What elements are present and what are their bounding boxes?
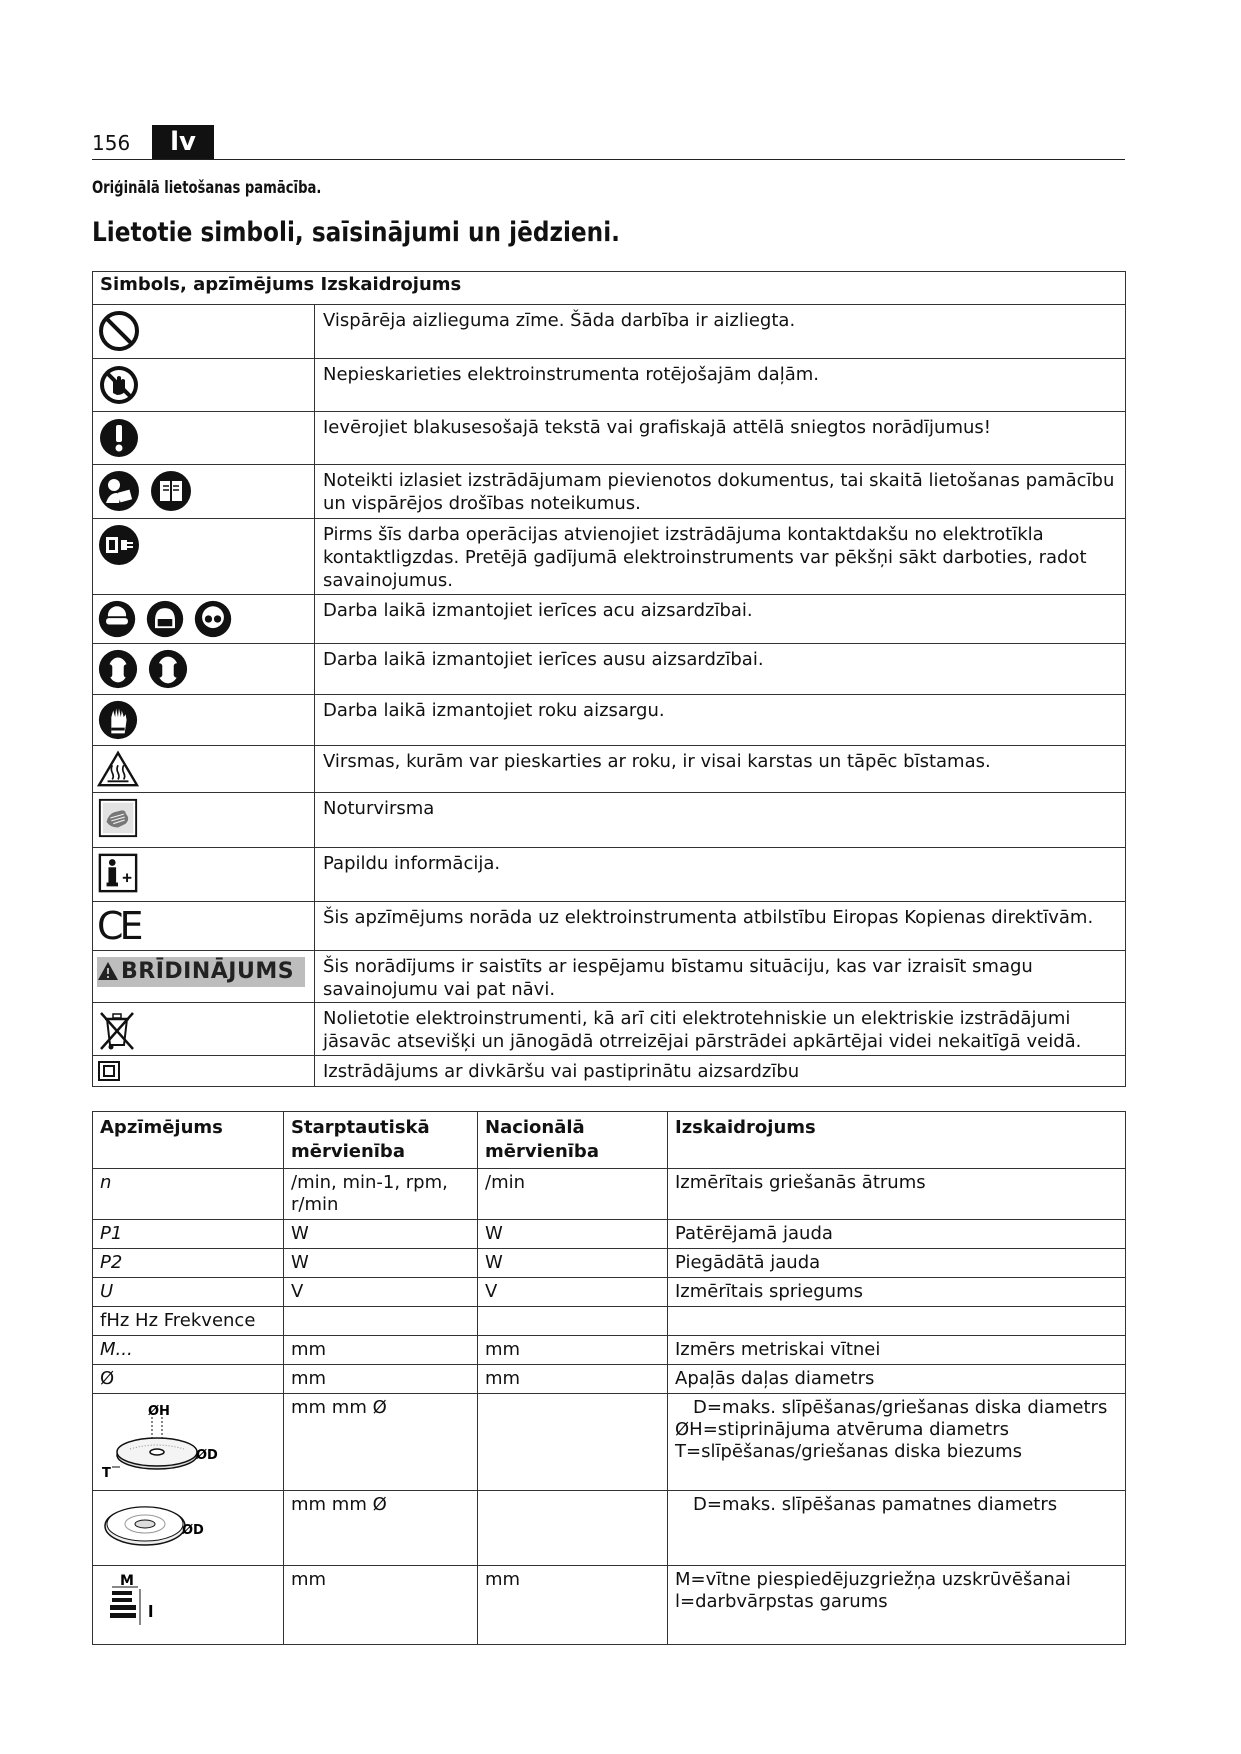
unit-national <box>478 1307 668 1336</box>
symbol-description: Izstrādājums ar divkāršu vai pastiprinātu aizsardzību <box>315 1056 1126 1087</box>
gloves-icon <box>97 699 139 741</box>
unit-symbol: P2 <box>93 1249 284 1278</box>
hot-surface-icon <box>97 750 139 788</box>
language-badge: lv <box>152 125 214 159</box>
units-table <box>92 1111 1126 1645</box>
table-row <box>93 519 1126 595</box>
table-row <box>93 1056 1126 1087</box>
symbols-table <box>92 271 1126 1087</box>
unit-symbol <box>93 1566 284 1645</box>
unit-national <box>478 1491 668 1566</box>
unit-description: Apaļās daļas diametrs <box>668 1365 1126 1394</box>
unit-symbol: M... <box>93 1336 284 1365</box>
unit-international: mm <box>284 1336 478 1365</box>
diagram-label-m: M <box>120 1573 134 1589</box>
symbol-description: Šis apzīmējums norāda uz elektroinstrumenta atbilstību Eiropas Kopienas direktīvām. <box>315 902 1126 951</box>
page-number: 156 <box>92 131 131 155</box>
symbol-description: Nepieskarieties elektroinstrumenta rotējošajām daļām. <box>315 359 1126 412</box>
unit-international: W <box>284 1249 478 1278</box>
table-row <box>93 902 1126 951</box>
column-header: Starptautiskā mērvienība <box>284 1112 478 1169</box>
unit-national: W <box>478 1249 668 1278</box>
unit-symbol: n <box>93 1169 284 1220</box>
table-row <box>93 1336 1126 1365</box>
face-shield-icon <box>145 599 185 639</box>
column-header: Nacionālā mērvienība <box>478 1112 668 1169</box>
symbol-description: Nolietotie elektroinstrumenti, kā arī citi elektrotehniskie un elektriskie izstrādājumi jāsavāc atsevišķi un jānogādā otrreizējai pārstrādei apkārtējai videi nekaitīgā veidā. <box>315 1003 1126 1056</box>
symbol-cell <box>93 1003 315 1056</box>
diagram-label-t: T <box>102 1466 111 1481</box>
unit-description <box>668 1566 1126 1645</box>
table-row <box>93 695 1126 746</box>
unit-description: Izmērītais spriegums <box>668 1278 1126 1307</box>
unit-international: mm mm Ø <box>284 1491 478 1566</box>
table-row <box>93 412 1126 465</box>
units-table-header <box>93 1112 1126 1169</box>
symbol-description: Ievērojiet blakusesošajā tekstā vai grafiskajā attēlā sniegtos norādījumus! <box>315 412 1126 465</box>
unit-description: Piegādātā jauda <box>668 1249 1126 1278</box>
unit-symbol: P1 <box>93 1220 284 1249</box>
do-not-touch-icon <box>97 363 141 407</box>
description-line: ØH=stiprinājuma atvēruma diametrs <box>675 1419 1009 1440</box>
diagram-label-oh: ØH <box>148 1404 170 1419</box>
unit-symbol <box>93 1491 284 1566</box>
read-manual-person-icon <box>97 469 141 513</box>
unit-international <box>284 1307 478 1336</box>
unit-national: V <box>478 1278 668 1307</box>
info-icon <box>97 852 139 894</box>
table-row <box>93 1491 1126 1566</box>
symbol-cell <box>93 519 315 595</box>
unit-description: Patērējamā jauda <box>668 1220 1126 1249</box>
table-row <box>93 1365 1126 1394</box>
double-insulation-icon <box>97 1060 121 1082</box>
description-line: D=maks. slīpēšanas pamatnes diametrs <box>693 1494 1058 1515</box>
grip-surface-icon <box>97 797 139 839</box>
table-row <box>93 305 1126 359</box>
diagram-label-l: l <box>148 1602 154 1621</box>
table-row <box>93 1003 1126 1056</box>
unit-description: Izmērs metriskai vītnei <box>668 1336 1126 1365</box>
unplug-icon <box>97 523 141 567</box>
weee-bin-icon <box>97 1007 137 1051</box>
unit-national <box>478 1394 668 1491</box>
table-row <box>93 793 1126 848</box>
unit-description <box>668 1394 1126 1491</box>
goggles-icon <box>97 599 137 639</box>
symbol-description: Papildu informācija. <box>315 848 1126 902</box>
symbol-cell <box>93 695 315 746</box>
document-subtitle: Oriģinālā lietošanas pamācība. <box>92 178 322 198</box>
unit-symbol: U <box>93 1278 284 1307</box>
symbol-cell <box>93 902 315 951</box>
table-row <box>93 746 1126 793</box>
description-line: l=darbvārpstas garums <box>675 1591 888 1612</box>
symbol-description: Vispārēja aizlieguma zīme. Šāda darbība ir aizliegta. <box>315 305 1126 359</box>
symbol-cell <box>93 465 315 519</box>
ear-protection-icon <box>147 648 189 690</box>
table-row <box>93 359 1126 412</box>
spindle-diagram <box>100 1569 170 1635</box>
unit-international: mm <box>284 1566 478 1645</box>
unit-international: V <box>284 1278 478 1307</box>
table-row <box>93 1169 1126 1220</box>
description-line: D=maks. slīpēšanas/griešanas diska diametrs <box>693 1397 1108 1418</box>
unit-international: /min, min-1, rpm, r/min <box>284 1169 478 1220</box>
symbol-cell <box>93 746 315 793</box>
symbol-description: Šis norādījums ir saistīts ar iespējamu bīstamu situāciju, kas var izraisīt smagu savainojumu vai pat nāvi. <box>315 951 1126 1003</box>
symbol-cell <box>93 1056 315 1087</box>
page-header <box>92 123 1125 160</box>
unit-description <box>668 1307 1126 1336</box>
symbols-table-header <box>93 272 1126 305</box>
unit-national: mm <box>478 1566 668 1645</box>
symbol-cell <box>93 848 315 902</box>
ce-mark-icon: CE <box>97 904 140 948</box>
table-row <box>93 848 1126 902</box>
symbol-description: Noteikti izlasiet izstrādājumam pievienotos dokumentus, tai skaitā lietošanas pamācību un vispārējos drošības noteikumus. <box>315 465 1126 519</box>
symbol-cell <box>93 359 315 412</box>
symbol-cell <box>93 595 315 644</box>
symbol-description: Darba laikā izmantojiet roku aizsargu. <box>315 695 1126 746</box>
diagram-label-od: ØD <box>196 1448 218 1463</box>
column-header: Izskaidrojums <box>668 1112 1126 1169</box>
symbol-description: Darba laikā izmantojiet ierīces acu aizsardzībai. <box>315 595 1126 644</box>
read-manual-book-icon <box>149 469 193 513</box>
symbol-cell <box>93 305 315 359</box>
table-row <box>93 1220 1126 1249</box>
table-row <box>93 951 1126 1003</box>
unit-symbol: Ø <box>93 1365 284 1394</box>
unit-international: mm <box>284 1365 478 1394</box>
unit-description <box>668 1491 1126 1566</box>
unit-international: W <box>284 1220 478 1249</box>
symbol-description: Noturvirsma <box>315 793 1126 848</box>
attention-icon <box>97 416 141 460</box>
warning-label-text: BRĪDINĀJUMS <box>121 959 295 984</box>
symbol-cell <box>93 951 315 1003</box>
table-row <box>93 465 1126 519</box>
unit-symbol: fHz Hz Frekvence <box>93 1307 284 1336</box>
grinding-disc-diagram <box>100 1397 220 1481</box>
unit-national: W <box>478 1220 668 1249</box>
unit-description: Izmērītais griešanās ātrums <box>668 1169 1126 1220</box>
unit-national: /min <box>478 1169 668 1220</box>
column-header: Apzīmējums <box>93 1112 284 1169</box>
unit-national: mm <box>478 1336 668 1365</box>
table-row <box>93 1566 1126 1645</box>
ear-muffs-icon <box>97 648 139 690</box>
symbol-cell <box>93 793 315 848</box>
prohibition-icon <box>97 309 141 353</box>
table-row <box>93 1307 1126 1336</box>
unit-international: mm mm Ø <box>284 1394 478 1491</box>
symbol-description: Pirms šīs darba operācijas atvienojiet izstrādājuma kontaktdakšu no elektrotīkla kontaktligzdas. Pretējā gadījumā elektroinstruments var pēkšņi sākt darboties, radot savainojumus. <box>315 519 1126 595</box>
warning-label-icon <box>97 957 305 987</box>
table-row <box>93 1278 1126 1307</box>
description-line: T=slīpēšanas/griešanas diska biezums <box>675 1441 1023 1462</box>
description-line: M=vītne piespiedējuzgriežņa uzskrūvēšanai <box>675 1569 1071 1590</box>
safety-glasses-icon <box>193 599 233 639</box>
table-row <box>93 644 1126 695</box>
table-row <box>93 595 1126 644</box>
table-row <box>93 1394 1126 1491</box>
symbols-header-text: Simbols, apzīmējums Izskaidrojums <box>93 272 1126 305</box>
diagram-label-od: ØD <box>182 1523 204 1538</box>
table-row <box>93 1249 1126 1278</box>
warning-triangle-icon <box>97 961 119 981</box>
symbol-cell <box>93 644 315 695</box>
section-title: Lietotie simboli, saīsinājumi un jēdzieni. <box>92 217 620 248</box>
symbol-description: Virsmas, kurām var pieskarties ar roku, ir visai karstas un tāpēc bīstamas. <box>315 746 1126 793</box>
symbol-description: Darba laikā izmantojiet ierīces ausu aizsardzībai. <box>315 644 1126 695</box>
sanding-pad-diagram <box>100 1494 210 1556</box>
unit-symbol <box>93 1394 284 1491</box>
unit-national: mm <box>478 1365 668 1394</box>
symbol-cell <box>93 412 315 465</box>
